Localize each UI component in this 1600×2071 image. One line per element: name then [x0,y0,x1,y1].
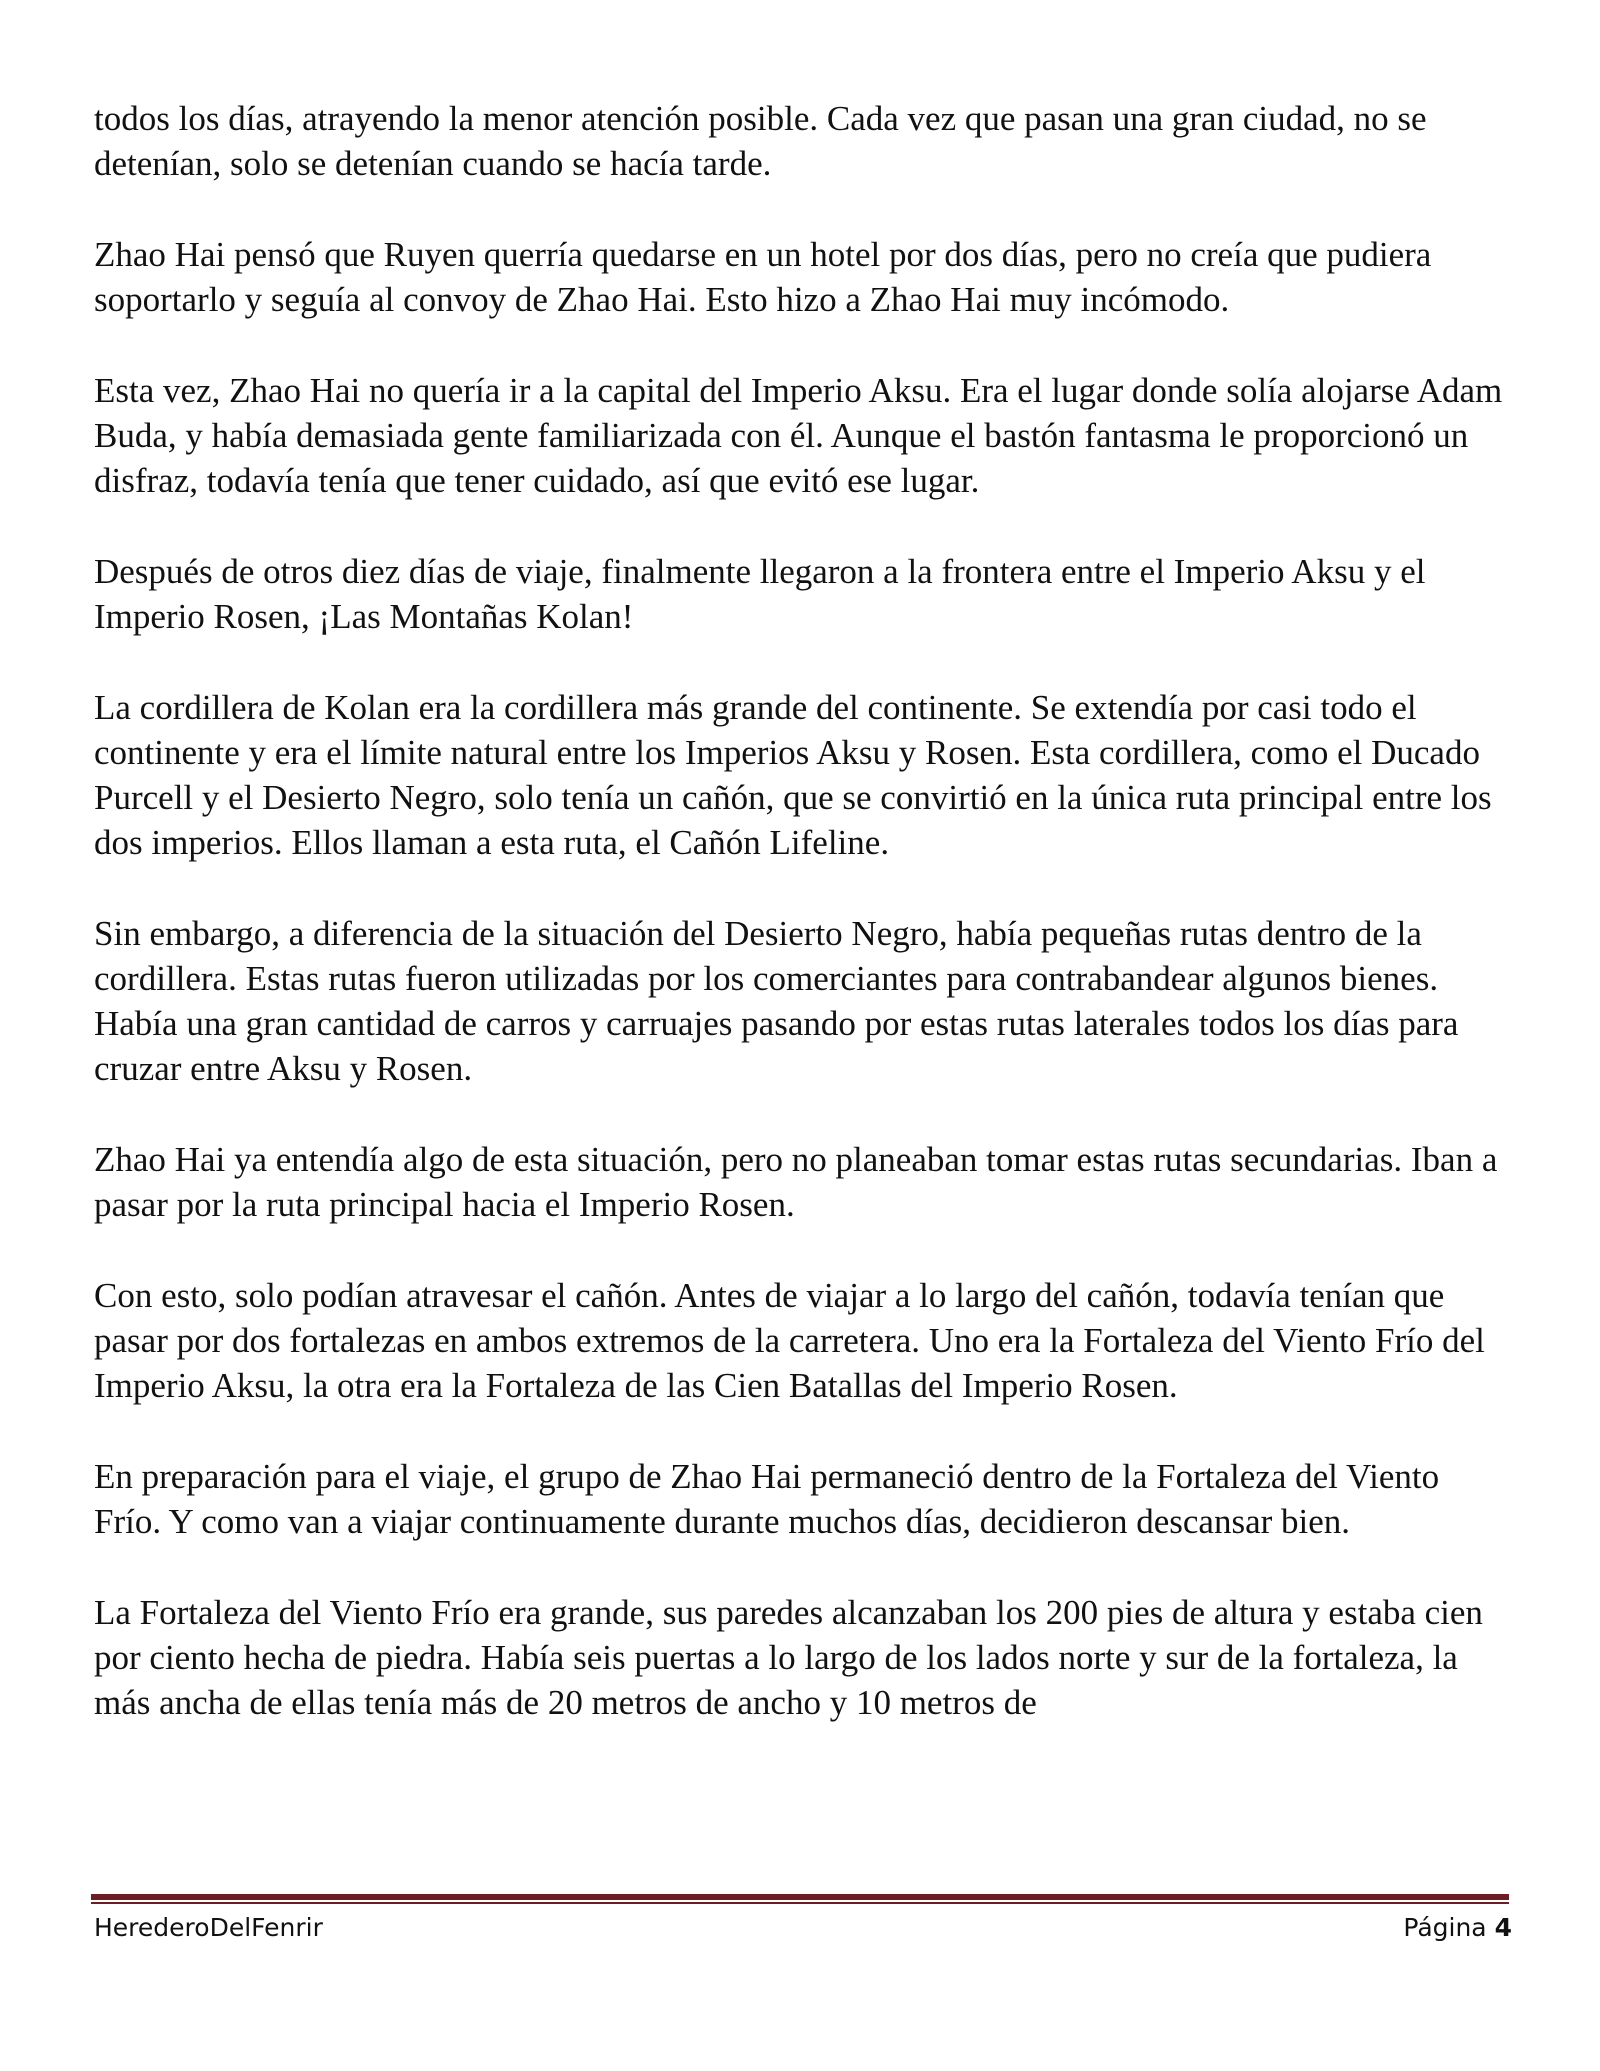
paragraph-4: Después de otros diez días de viaje, finalmente llegaron a la frontera entre el Imperio Aksu y el Imperio Rosen, ¡Las Montañas Kolan! [94,552,1426,636]
paragraph-10: La Fortaleza del Viento Frío era grande, sus paredes alcanzaban los 200 pies de altura y estaba cien por ciento hecha de piedra. Había seis puertas a lo largo de los lados norte y sur de la fortaleza, la más ancha de ellas tenía más de 20 metros de ancho y 10 metros de [94,1593,1483,1722]
paragraph-9: En preparación para el viaje, el grupo de Zhao Hai permaneció dentro de la Fortaleza del Viento Frío. Y como van a viajar continuamente durante muchos días, decidieron descansar bien. [94,1457,1440,1541]
footer-page-number: 4 [1494,1913,1512,1942]
footer-author: HerederoDelFenrir [94,1913,323,1942]
paragraph-7: Zhao Hai ya entendía algo de esta situación, pero no planeaban tomar estas rutas secundarias. Iban a pasar por la ruta principal hacia el Imperio Rosen. [94,1140,1498,1224]
paragraph-8: Con esto, solo podían atravesar el cañón. Antes de viajar a lo largo del cañón, todavía tenían que pasar por dos fortalezas en ambos extremos de la carretera. Uno era la Fortaleza del Viento Frío del Imperio Aksu, la otra era la Fortaleza de las Cien Batallas del Imperio Rosen. [94,1276,1485,1405]
paragraph-5: La cordillera de Kolan era la cordillera más grande del continente. Se extendía por casi todo el continente y era el límite natural entre los Imperios Aksu y Rosen. Esta cordillera, como el Ducado Purcell y el Desierto Negro, solo tenía un cañón, que se convirtió en la única ruta principal entre los dos imperios. Ellos llaman a esta ruta, el Cañón Lifeline. [94,688,1492,862]
paragraph-3: Esta vez, Zhao Hai no quería ir a la capital del Imperio Aksu. Era el lugar donde solía alojarse Adam Buda, y había demasiada gente familiarizada con él. Aunque el bastón fantasma le proporcionó un disfraz, todavía tenía que tener cuidado, así que evitó ese lugar. [94,371,1503,500]
paragraph-6: Sin embargo, a diferencia de la situación del Desierto Negro, había pequeñas rutas dentro de la cordillera. Estas rutas fueron utilizadas por los comerciantes para contrabandear algunos bienes. Había una gran cantidad de carros y carruajes pasando por estas rutas laterales todos los días para cruzar entre Aksu y Rosen. [94,914,1459,1088]
paragraph-1: todos los días, atrayendo la menor atención posible. Cada vez que pasan una gran ciudad, no se detenían, solo se detenían cuando se hacía tarde. [94,99,1427,183]
footer-divider [91,1894,1509,1905]
footer-divider-thick [91,1894,1509,1900]
page-footer [94,1910,1512,1946]
body-text [94,96,1514,1771]
footer-divider-thin [91,1902,1509,1904]
footer-page-indicator [1403,1910,1512,1946]
footer-page-label: Página [1403,1913,1487,1942]
paragraph-2: Zhao Hai pensó que Ruyen querría quedarse en un hotel por dos días, pero no creía que pudiera soportarlo y seguía al convoy de Zhao Hai. Esto hizo a Zhao Hai muy incómodo. [94,235,1432,319]
